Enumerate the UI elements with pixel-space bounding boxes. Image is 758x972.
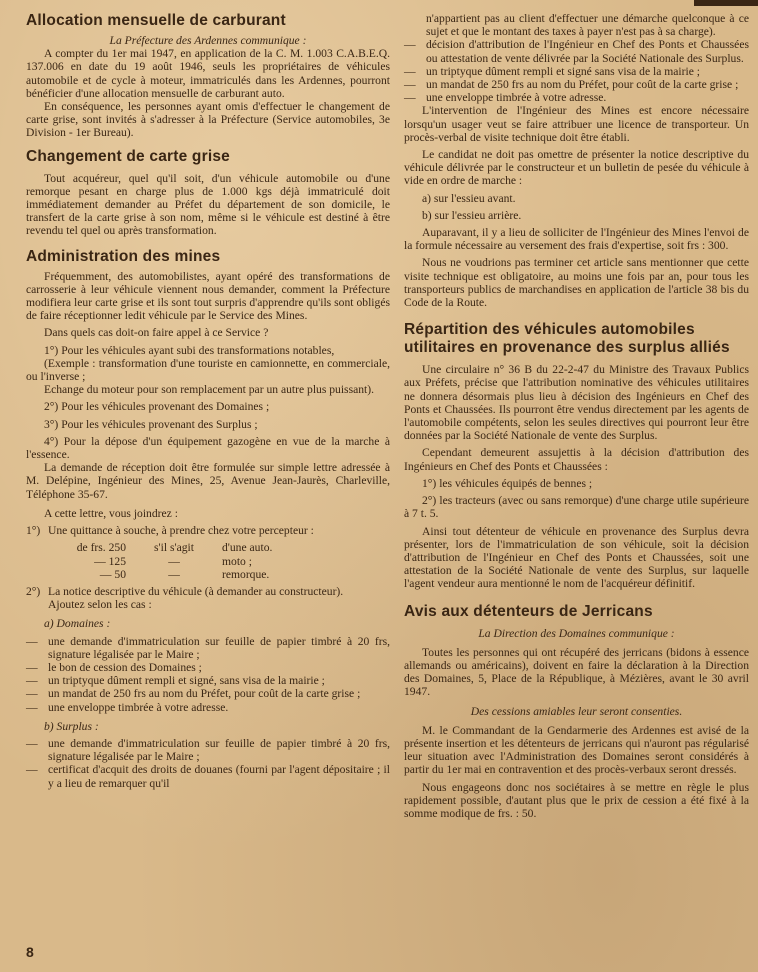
section-subtitle: Des cessions amiables leur seront consenties. bbox=[470, 704, 683, 718]
fee-sep: — bbox=[168, 554, 180, 568]
page-number: 8 bbox=[26, 944, 34, 960]
paragraph: Nous ne voudrions pas terminer cet article sans mentionner que cette visite technique est obligatoire, au moins une fois par an, pour tous les transporteurs publics de marchandises en application de l'article 38 bis du Code de la Route. bbox=[404, 256, 749, 310]
fee-row bbox=[26, 541, 390, 554]
section-title-carburant: Allocation mensuelle de carburant bbox=[26, 12, 286, 29]
paragraph: Ainsi tout détenteur de véhicule en provenance des Surplus devra présenter, lors de l'immatriculation de son véhicule, soit la décision d'attribution de l'Ingénieur en Chef des Ponts et Chaussées, soit une attestation de la Société Nationale de vente des Surplus, sur laquelle l'agent vendeur aura mentionné le nom de l'acquéreur définitif. bbox=[404, 524, 749, 591]
paragraph: Fréquemment, des automobilistes, ayant opéré des transformations de carrosserie à leur véhicule viennent nous demander, comment la Préfecture modifiera leur carte grise et ils sont tout surpris d'apprendre qu'ils sont obligés de faire réceptionner ledit véhicule par le Service des Mines. bbox=[26, 269, 390, 323]
dash-item bbox=[26, 674, 390, 687]
dash-marker: — bbox=[26, 736, 38, 750]
axle-item: b) sur l'essieu arrière. bbox=[422, 208, 522, 222]
question: Dans quels cas doit-on faire appel à ce Service ? bbox=[44, 326, 269, 340]
fee-amount: — 50 bbox=[99, 567, 126, 581]
case-item: 3°) Pour les véhicules provenant des Surplus ; bbox=[44, 417, 258, 431]
page-tab-marker bbox=[694, 0, 758, 6]
left-column bbox=[26, 12, 390, 790]
dash-item bbox=[26, 701, 390, 714]
item-text: une enveloppe timbrée à votre adresse. bbox=[426, 91, 607, 105]
paragraph: Auparavant, il y a lieu de solliciter de l'Ingénieur des Mines l'envoi de la formule nécessaire au versement des frais d'expertise, soit frs : 300. bbox=[404, 226, 749, 253]
subsection-label-domaines: a) Domaines : bbox=[44, 617, 111, 631]
dash-item bbox=[404, 65, 749, 78]
section-title-jerricans: Avis aux détenteurs de Jerricans bbox=[404, 602, 653, 620]
dash-marker: — bbox=[404, 78, 416, 92]
case-item: 4°) Pour la dépose d'un équipement gazogène en vue de la marche à l'essence. bbox=[26, 434, 390, 462]
item-text: décision d'attribution de l'Ingénieur en Chef des Ponts et Chaussées ou attestation de vente délivrée par la Société Nationale des Surplus. bbox=[426, 38, 749, 65]
paragraph: L'intervention de l'Ingénieur des Mines est encore nécessaire lorsqu'un usager veut se faire attribuer une licence de transporteur. Un procès-verbal de visite technique doit être établi. bbox=[404, 104, 749, 144]
section-subtitle: La Préfecture des Ardennes communique : bbox=[109, 34, 307, 47]
join-item bbox=[26, 585, 390, 598]
item-text: un triptyque dûment rempli et signé, sans visa de la mairie ; bbox=[48, 674, 325, 688]
section-title-carte-grise: Changement de carte grise bbox=[26, 147, 230, 165]
dash-marker: — bbox=[26, 687, 38, 701]
case-item: (Exemple : transformation d'une touriste en camionnette, en commerciale, ou l'inverse ; bbox=[26, 356, 390, 384]
item-marker: 1°) bbox=[26, 524, 41, 538]
right-column bbox=[404, 12, 749, 820]
dash-item bbox=[404, 78, 749, 91]
dash-marker: — bbox=[26, 660, 38, 674]
fee-what: remorque. bbox=[222, 567, 270, 581]
dash-marker: — bbox=[404, 38, 416, 52]
fee-amount: de frs. 250 bbox=[76, 541, 126, 555]
list-item: 1°) les véhicules équipés de bennes ; bbox=[422, 476, 593, 490]
paragraph: Une circulaire n° 36 B du 22-2-47 du Ministre des Travaux Publics aux Préfets, précise que l'attribution nominative des véhicules utilitaires ne donnera désormais plus lieu à décision des Ingénieurs en Chef des Ponts et Chaussées. Ils pourront être vendus directement par les agents de l'automobile compétents, selon les seules directives qui pourront leur être données par la Société Nationale de vente des Surplus. bbox=[404, 363, 749, 443]
item-text: un triptyque dûment rempli et signé sans visa de la mairie ; bbox=[426, 64, 700, 78]
paragraph: En conséquence, les personnes ayant omis d'effectuer le changement de carte grise, sont invités à s'adresser à la Préfecture (Service automobiles, 3e Division - 1er Bureau). bbox=[26, 100, 390, 140]
dash-marker: — bbox=[26, 674, 38, 688]
fee-what: moto ; bbox=[222, 554, 252, 568]
item-text: un mandat de 250 frs au nom du Préfet, pour coût de la carte grise ; bbox=[426, 78, 739, 92]
dash-item bbox=[26, 763, 390, 789]
section-title-mines: Administration des mines bbox=[26, 247, 221, 265]
dash-marker: — bbox=[404, 64, 416, 78]
section-subtitle: La Direction des Domaines communique : bbox=[478, 626, 675, 640]
item-text: Une quittance à souche, à prendre chez votre percepteur : bbox=[48, 524, 314, 538]
case-item: 2°) Pour les véhicules provenant des Domaines ; bbox=[44, 400, 270, 414]
item-text: une enveloppe timbrée à votre adresse. bbox=[48, 700, 229, 714]
fee-what: d'une auto. bbox=[222, 541, 273, 555]
dash-item bbox=[404, 91, 749, 104]
dash-item bbox=[26, 635, 390, 661]
paragraph: A compter du 1er mai 1947, en application de la C. M. 1.003 C.A.B.E.Q. 137.006 en date du 19 août 1946, seuls les propriétaires de véhicules automobile et de cycle à moteur, immatriculés dans les Ardennes, pourront bénéficier d'une allocation mensuelle de carburant auto. bbox=[26, 47, 390, 100]
section-title-repartition: Répartition des véhicules automobiles utilitaires en provenance des surplus alliés bbox=[404, 321, 730, 357]
dash-marker: — bbox=[26, 700, 38, 714]
subsection-label-surplus: b) Surplus : bbox=[44, 719, 99, 733]
item-text: La notice descriptive du véhicule (à demander au constructeur). bbox=[48, 584, 344, 598]
dash-item bbox=[26, 661, 390, 674]
dash-item bbox=[26, 737, 390, 763]
dash-item bbox=[404, 38, 749, 64]
paragraph: Tout acquéreur, quel qu'il soit, d'un véhicule automobile ou d'une remorque pesant en charge plus de 1.000 kgs déjà immatriculé doit immédiatement demander au Préfet du département de son domicile, le transfert de la carte grise à son nom, même si le véhicule est destiné à être revendu tel quel ou après transformation. bbox=[26, 171, 390, 238]
paragraph: La demande de réception doit être formulée sur simple lettre adressée à M. Delépine, Ingénieur des Mines, 25, Avenue Jean-Jaurès, Charleville, Téléphone 35-67. bbox=[26, 461, 390, 501]
fee-sep: s'il s'agit bbox=[154, 541, 194, 555]
paragraph: Le candidat ne doit pas omettre de présenter la notice descriptive du véhicule délivrée par le constructeur et un bulletin de pesée du véhicule à vide en ordre de marche : bbox=[404, 148, 749, 188]
paragraph: M. le Commandant de la Gendarmerie des Ardennes est avisé de la présente insertion et les détenteurs de jerricans qui n'auront pas régularisé leur situation avec l'Administration des Domaines seront considérés à partir du 1er mai en contravention et des procès-verbaux seront dressés. bbox=[404, 723, 749, 777]
fee-row bbox=[26, 568, 390, 581]
dash-marker: — bbox=[404, 91, 416, 105]
join-item bbox=[26, 524, 390, 537]
paragraph: Toutes les personnes qui ont récupéré des jerricans (bidons à essence allemands ou américains), doivent en faire la déclaration à la Direction des Domaines, 5, Place de la République, à Mézières, avant le 30 avril 1947. bbox=[404, 645, 749, 699]
dash-marker: — bbox=[26, 634, 38, 648]
paragraph: A cette lettre, vous joindrez : bbox=[44, 506, 178, 520]
item-text: le bon de cession des Domaines ; bbox=[48, 660, 202, 674]
dash-item bbox=[26, 687, 390, 700]
fee-row bbox=[26, 555, 390, 568]
case-item: Echange du moteur pour son remplacement par un autre plus puissant). bbox=[44, 383, 375, 397]
item-text: une demande d'immatriculation sur feuille de papier timbré à 20 frs, signature légalisée par le Maire ; bbox=[48, 736, 390, 764]
item-text: Ajoutez selon les cas : bbox=[48, 598, 152, 612]
fee-sep: — bbox=[168, 567, 180, 581]
axle-item: a) sur l'essieu avant. bbox=[422, 191, 516, 205]
list-item: 2°) les tracteurs (avec ou sans remorque) d'une charge utile supérieure à 7 t. 5. bbox=[404, 494, 749, 521]
paragraph: Cependant demeurent assujettis à la décision d'attribution des Ingénieurs en Chef des Ponts et Chaussées : bbox=[404, 446, 749, 473]
dash-marker: — bbox=[26, 763, 38, 777]
fee-amount: — 125 bbox=[94, 554, 126, 568]
paragraph: Nous engageons donc nos sociétaires à se mettre en règle le plus rapidement possible, d'autant plus que le prix de cession a été fixé à la somme modique de frs. : 50. bbox=[404, 780, 749, 820]
item-text: certificat d'acquit des droits de douanes (fourni par l'agent dépositaire ; il y a lieu de remarquer qu'il bbox=[48, 763, 390, 790]
continued-paragraph: n'appartient pas au client d'effectuer une démarche quelconque à ce sujet et que le montant des taxes à payer n'est pas à sa charge). bbox=[426, 12, 749, 39]
item-marker: 2°) bbox=[26, 584, 41, 598]
case-item: 1°) Pour les véhicules ayant subi des transformations notables, bbox=[44, 343, 335, 357]
join-item bbox=[26, 598, 390, 611]
item-text: un mandat de 250 frs au nom du Préfet, pour coût de la carte grise ; bbox=[48, 687, 361, 701]
item-text: une demande d'immatriculation sur feuille de papier timbré à 20 frs, signature légalisée par le Maire ; bbox=[48, 634, 390, 661]
